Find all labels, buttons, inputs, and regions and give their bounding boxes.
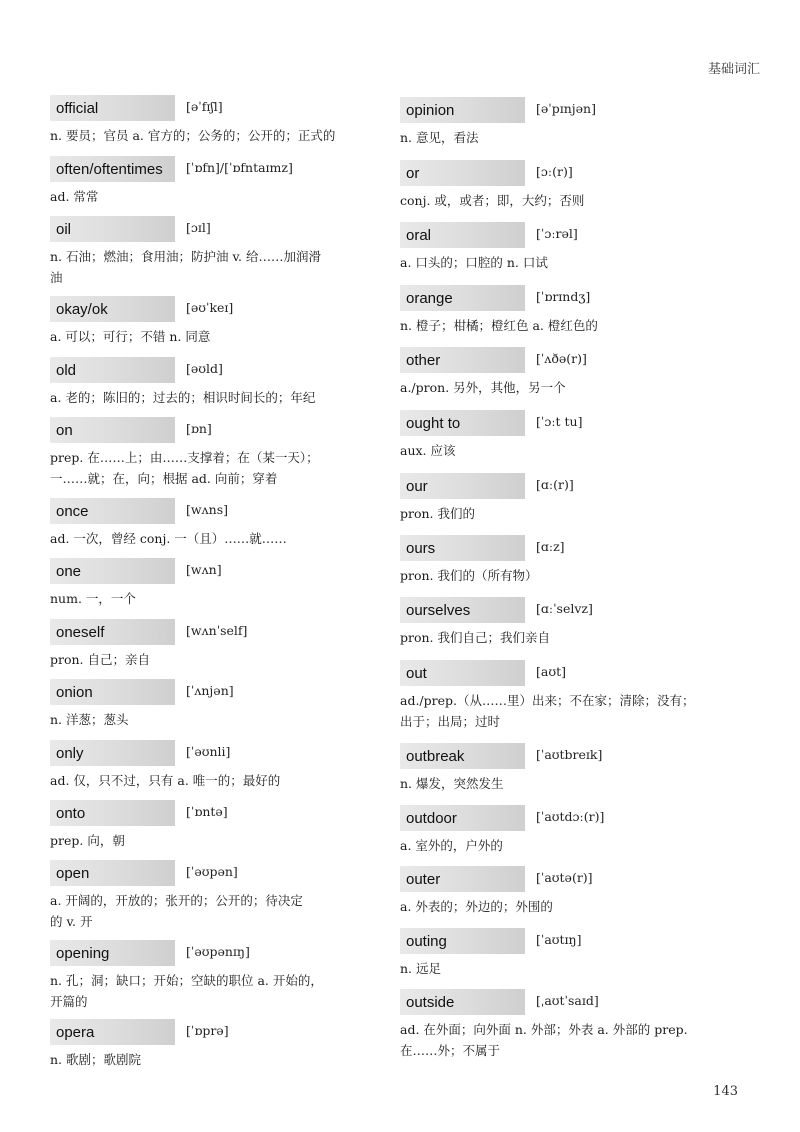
headword: outdoor xyxy=(400,805,525,831)
page-number: 143 xyxy=(713,1084,738,1099)
vocab-entry xyxy=(50,740,385,791)
entry-header xyxy=(400,97,740,123)
headword: orange xyxy=(400,285,525,311)
headword: opera xyxy=(50,1019,175,1045)
vocab-entry xyxy=(50,417,385,489)
headword: or xyxy=(400,160,525,186)
vocab-entry xyxy=(400,928,740,979)
phonetic: [aʊt] xyxy=(536,664,566,679)
phonetic: [ɑːz] xyxy=(536,539,565,554)
definition: a. 开阔的，开放的；张开的；公开的；待决定 的 v. 开 xyxy=(50,893,303,929)
entry-header xyxy=(400,473,740,499)
definition: num. 一，一个 xyxy=(50,591,136,606)
entry-header xyxy=(50,156,385,182)
vocab-entry xyxy=(400,989,740,1061)
vocab-entry xyxy=(400,805,740,856)
vocab-entry xyxy=(400,535,740,586)
definition: ad. 仅，只不过，只有 a. 唯一的；最好的 xyxy=(50,773,281,788)
definition: conj. 或，或者；即，大约；否则 xyxy=(400,193,585,208)
definition: ad./prep.（从……里）出来；不在家；清除；没有； 出于；出局；过时 xyxy=(400,693,695,729)
entry-header xyxy=(400,285,740,311)
entry-header xyxy=(400,743,740,769)
definition: n. 洋葱；葱头 xyxy=(50,712,129,727)
headword: opinion xyxy=(400,97,525,123)
headword: on xyxy=(50,417,175,443)
headword: outbreak xyxy=(400,743,525,769)
headword: opening xyxy=(50,940,175,966)
phonetic: [əˈpɪnjən] xyxy=(536,101,596,116)
vocab-entry xyxy=(400,222,740,273)
vocab-entry xyxy=(50,940,385,1012)
vocab-entry xyxy=(50,95,385,146)
entry-header xyxy=(400,989,740,1015)
headword: ours xyxy=(400,535,525,561)
headword: ought to xyxy=(400,410,525,436)
vocab-entry xyxy=(400,160,740,211)
phonetic: [ˈɒfn]/[ˈɒfntaɪmz] xyxy=(186,160,293,175)
definition: a. 室外的，户外的 xyxy=(400,838,503,853)
headword: out xyxy=(400,660,525,686)
entry-header xyxy=(400,660,740,686)
phonetic: [əʊˈkeɪ] xyxy=(186,300,234,315)
entry-header xyxy=(50,860,385,886)
definition: n. 远足 xyxy=(400,961,441,976)
entry-header xyxy=(50,216,385,242)
definition: a. 口头的；口腔的 n. 口试 xyxy=(400,255,548,270)
phonetic: [ˈɔːrəl] xyxy=(536,226,578,241)
phonetic: [ˈɔːt tu] xyxy=(536,414,583,429)
phonetic: [wʌns] xyxy=(186,502,228,517)
headword: oneself xyxy=(50,619,175,645)
entry-header xyxy=(400,535,740,561)
phonetic: [ɔɪl] xyxy=(186,220,211,235)
phonetic: [ˈaʊtɪŋ] xyxy=(536,932,582,947)
vocab-entry xyxy=(50,800,385,851)
vocab-entry xyxy=(400,97,740,148)
entry-header xyxy=(400,805,740,831)
vocab-entry xyxy=(400,473,740,524)
vocab-entry xyxy=(50,357,385,408)
phonetic: [ɒn] xyxy=(186,421,212,436)
definition: aux. 应该 xyxy=(400,443,456,458)
entry-header xyxy=(400,928,740,954)
vocab-entry xyxy=(50,619,385,670)
definition: pron. 我们自己；我们亲自 xyxy=(400,630,551,645)
phonetic: [ˈʌnjən] xyxy=(186,683,234,698)
headword: outside xyxy=(400,989,525,1015)
entry-header xyxy=(50,740,385,766)
vocab-entry xyxy=(50,1019,385,1070)
definition: n. 孔；洞；缺口；开始；空缺的职位 a. 开始的， 开篇的 xyxy=(50,973,323,1009)
entry-header xyxy=(400,597,740,623)
vocab-entry xyxy=(400,597,740,648)
definition: pron. 我们的 xyxy=(400,506,476,521)
phonetic: [ɑː(r)] xyxy=(536,477,574,492)
definition: n. 意见，看法 xyxy=(400,130,479,145)
entry-header xyxy=(400,410,740,436)
vocab-entry xyxy=(400,410,740,461)
vocab-entry xyxy=(400,866,740,917)
phonetic: [ˈɒprə] xyxy=(186,1023,229,1038)
phonetic: [ˈaʊtə(r)] xyxy=(536,870,593,885)
phonetic: [ˌaʊtˈsaɪd] xyxy=(536,993,599,1008)
vocab-entry xyxy=(50,156,385,207)
definition: n. 要员；官员 a. 官方的；公务的；公开的；正式的 xyxy=(50,128,336,143)
phonetic: [ˈaʊtdɔː(r)] xyxy=(536,809,605,824)
phonetic: [ˈɒntə] xyxy=(186,804,228,819)
entry-header xyxy=(50,296,385,322)
entry-header xyxy=(50,800,385,826)
definition: prep. 向，朝 xyxy=(50,833,125,848)
definition: n. 歌剧；歌剧院 xyxy=(50,1052,141,1067)
entry-header xyxy=(50,558,385,584)
vocab-entry xyxy=(400,743,740,794)
vocab-entry xyxy=(50,679,385,730)
vocab-entry xyxy=(50,498,385,549)
entry-header xyxy=(400,222,740,248)
definition: a./pron. 另外，其他，另一个 xyxy=(400,380,566,395)
headword: oral xyxy=(400,222,525,248)
phonetic: [əˈfɪʃl] xyxy=(186,99,223,114)
vocab-entry xyxy=(50,216,385,288)
headword: onion xyxy=(50,679,175,705)
definition: a. 老的；陈旧的；过去的；相识时间长的；年纪 xyxy=(50,390,316,405)
definition: ad. 一次，曾经 conj. 一（且）……就…… xyxy=(50,531,287,546)
entry-header xyxy=(50,679,385,705)
headword: okay/ok xyxy=(50,296,175,322)
definition: a. 外表的；外边的；外围的 xyxy=(400,899,553,914)
definition: pron. 自己；亲自 xyxy=(50,652,151,667)
vocab-entry xyxy=(400,660,740,732)
headword: official xyxy=(50,95,175,121)
definition: ad. 在外面；向外面 n. 外部；外表 a. 外部的 prep. 在……外；不属于 xyxy=(400,1022,688,1058)
headword: outing xyxy=(400,928,525,954)
entry-header xyxy=(400,160,740,186)
entry-header xyxy=(50,417,385,443)
headword: one xyxy=(50,558,175,584)
entry-header xyxy=(50,95,385,121)
vocab-entry xyxy=(50,558,385,609)
headword: oil xyxy=(50,216,175,242)
vocab-entry xyxy=(400,347,740,398)
definition: pron. 我们的（所有物） xyxy=(400,568,538,583)
headword: old xyxy=(50,357,175,383)
definition: ad. 常常 xyxy=(50,189,99,204)
definition: prep. 在……上；由……支撑着；在（某一天）； 一……就；在，向；根据 ad. 向前；穿着 xyxy=(50,450,319,486)
entry-header xyxy=(50,1019,385,1045)
vocab-entry xyxy=(50,296,385,347)
phonetic: [wʌn] xyxy=(186,562,222,577)
phonetic: [ˈaʊtbreɪk] xyxy=(536,747,603,762)
headword: open xyxy=(50,860,175,886)
phonetic: [ˈəʊpənɪŋ] xyxy=(186,944,250,959)
headword: once xyxy=(50,498,175,524)
phonetic: [ɔː(r)] xyxy=(536,164,573,179)
headword: our xyxy=(400,473,525,499)
headword: ourselves xyxy=(400,597,525,623)
phonetic: [wʌnˈself] xyxy=(186,623,248,638)
entry-header xyxy=(50,940,385,966)
vocab-entry xyxy=(50,860,385,932)
definition: a. 可以；可行；不错 n. 同意 xyxy=(50,329,211,344)
phonetic: [ˈɒrɪndʒ] xyxy=(536,289,591,304)
phonetic: [ˈʌðə(r)] xyxy=(536,351,587,366)
entry-header xyxy=(50,619,385,645)
phonetic: [ˈəʊnli] xyxy=(186,744,231,759)
phonetic: [ɑːˈselvz] xyxy=(536,601,593,616)
headword: often/oftentimes xyxy=(50,156,175,182)
entry-header xyxy=(400,866,740,892)
entry-header xyxy=(400,347,740,373)
definition: n. 石油；燃油；食用油；防护油 v. 给……加润滑 油 xyxy=(50,249,321,285)
headword: outer xyxy=(400,866,525,892)
headword: other xyxy=(400,347,525,373)
headword: onto xyxy=(50,800,175,826)
entry-header xyxy=(50,498,385,524)
page-header-title: 基础词汇 xyxy=(707,62,760,77)
definition: n. 橙子；柑橘；橙红色 a. 橙红色的 xyxy=(400,318,598,333)
vocab-entry xyxy=(400,285,740,336)
entry-header xyxy=(50,357,385,383)
phonetic: [ˈəʊpən] xyxy=(186,864,238,879)
phonetic: [əʊld] xyxy=(186,361,223,376)
definition: n. 爆发，突然发生 xyxy=(400,776,504,791)
headword: only xyxy=(50,740,175,766)
